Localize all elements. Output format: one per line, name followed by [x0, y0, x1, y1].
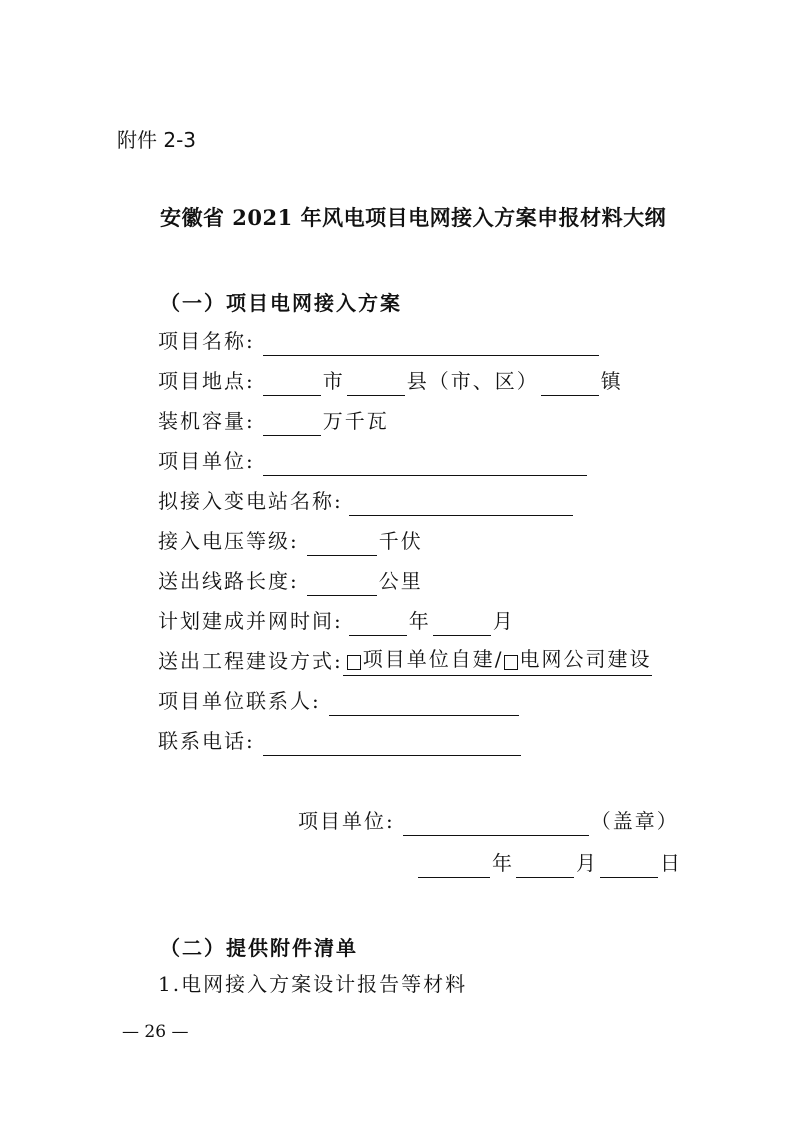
voltage-label: 接入电压等级:	[158, 529, 299, 553]
contact-row	[158, 686, 521, 716]
phone-field[interactable]	[263, 733, 521, 756]
project-name-field[interactable]	[263, 333, 599, 356]
phone-label: 联系电话:	[158, 729, 255, 753]
signature-unit-label: 项目单位:	[298, 809, 395, 833]
substation-label: 拟接入变电站名称:	[158, 489, 343, 513]
document-title: 安徽省 2021 年风电项目电网接入方案申报材料大纲	[160, 205, 667, 230]
grid-time-label: 计划建成并网时间:	[158, 609, 343, 633]
contact-label: 项目单位联系人:	[158, 689, 321, 713]
signature-month-field[interactable]	[516, 855, 574, 878]
substation-row	[158, 486, 575, 516]
project-unit-field[interactable]	[263, 453, 587, 476]
section-heading-1: （一）项目电网接入方案	[160, 291, 402, 315]
signature-year-field[interactable]	[418, 855, 490, 878]
project-location-row	[158, 366, 623, 396]
construction-row	[158, 646, 652, 676]
signature-day-label: 日	[660, 851, 682, 875]
voltage-field[interactable]	[307, 533, 377, 556]
line-length-label: 送出线路长度:	[158, 569, 299, 593]
city-field[interactable]	[263, 373, 321, 396]
signature-year-label: 年	[492, 851, 514, 875]
line-length-unit: 公里	[378, 569, 423, 593]
attachment-list-item-1: 1.电网接入方案设计报告等材料	[158, 972, 468, 996]
capacity-label: 装机容量:	[158, 409, 255, 433]
phone-row	[158, 726, 523, 756]
signature-unit-field[interactable]	[403, 813, 589, 836]
page-number: — 26 —	[122, 1022, 189, 1042]
project-name-label: 项目名称:	[158, 329, 255, 353]
option-self-build-checkbox[interactable]	[347, 655, 361, 670]
option-grid-build-label: 电网公司建设	[519, 647, 652, 671]
signature-date-row	[416, 848, 682, 878]
contact-field[interactable]	[329, 693, 519, 716]
voltage-row	[158, 526, 423, 556]
signature-month-label: 月	[576, 851, 598, 875]
grid-year-label: 年	[408, 609, 431, 633]
line-length-field[interactable]	[307, 573, 377, 596]
capacity-field[interactable]	[263, 413, 321, 436]
voltage-unit: 千伏	[378, 529, 423, 553]
construction-label: 送出工程建设方式:	[158, 649, 343, 673]
signature-unit-row	[298, 806, 679, 836]
grid-year-field[interactable]	[349, 613, 407, 636]
grid-month-field[interactable]	[433, 613, 491, 636]
line-length-row	[158, 566, 423, 596]
signature-day-field[interactable]	[600, 855, 658, 878]
grid-month-label: 月	[492, 609, 515, 633]
project-unit-label: 项目单位:	[158, 449, 255, 473]
town-label: 镇	[600, 369, 623, 393]
capacity-unit: 万千瓦	[322, 409, 389, 433]
grid-time-row	[158, 606, 515, 636]
section-heading-2: （二）提供附件清单	[160, 936, 358, 960]
construction-options	[343, 644, 652, 676]
option-self-build-label: 项目单位自建/	[362, 647, 504, 671]
option-grid-build-checkbox[interactable]	[504, 655, 518, 670]
substation-field[interactable]	[349, 493, 573, 516]
city-label: 市	[322, 369, 345, 393]
project-name-row	[158, 326, 601, 356]
seal-label: （盖章）	[590, 809, 679, 833]
attachment-label: 附件 2-3	[117, 128, 197, 152]
town-field[interactable]	[541, 373, 599, 396]
project-location-label: 项目地点:	[158, 369, 255, 393]
capacity-row	[158, 406, 389, 436]
county-label: 县（市、区）	[406, 369, 539, 393]
county-field[interactable]	[347, 373, 405, 396]
project-unit-row	[158, 446, 589, 476]
